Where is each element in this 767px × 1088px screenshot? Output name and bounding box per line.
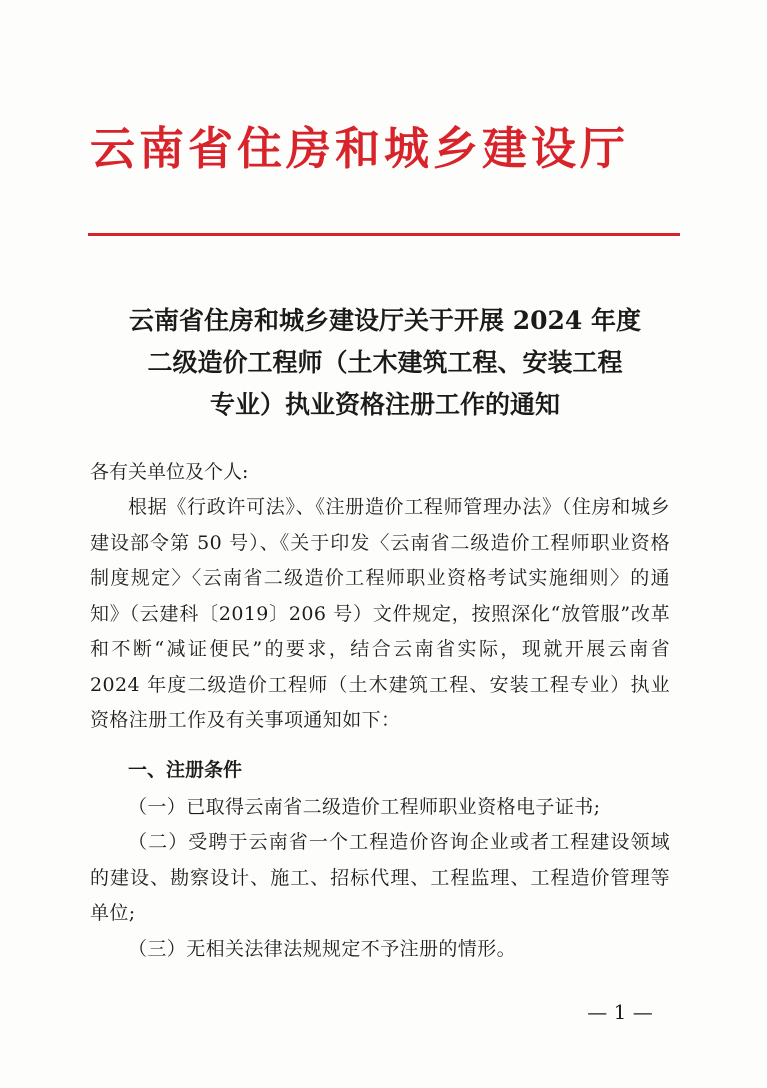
bleed-through-decoration (300, 205, 620, 228)
title-line-2: 二级造价工程师（土木建筑工程、安装工程 (147, 348, 623, 377)
letterhead-organization: 云南省住房和城乡建设厅 (90, 122, 630, 175)
document-title (80, 300, 690, 426)
page-number: — 1 — (587, 1000, 653, 1024)
section-heading: 一、注册条件 (128, 759, 243, 781)
letterhead-red-rule (88, 233, 680, 236)
condition-item-1: （一）已取得云南省二级造价工程师职业资格电子证书; (128, 796, 601, 818)
condition-item-3: （三）无相关法律法规规定不予注册的情形。 (128, 938, 517, 960)
title-line-3: 专业）执业资格注册工作的通知 (209, 390, 560, 419)
salutation: 各有关单位及个人: (90, 461, 249, 483)
body-paragraph: 根据《行政许可法》、《注册造价工程师管理办法》（住房和城乡建设部令第 50 号）、《关于印发〈云南省二级造价工程师职业资格制度规定〉〈云南省二级造价工程师职业资格考试实施细则〉的通知》（云建科〔2019〕206 号）文件规定，按照深化“放管服”改革和不断“减证便民”的要求，结合云南省实际，现就开展云南省 2024 年度二级造价工程师（土木建筑工程、安装工程专业）执业资格注册工作及有关事项通知如下： (90, 496, 670, 731)
title-line-1: 云南省住房和城乡建设厅关于开展 2024 年度 (129, 306, 641, 335)
condition-item-2: （二）受聘于云南省一个工程造价咨询企业或者工程建设领域的建设、勘察设计、施工、招标代理、工程监理、工程造价管理等单位; (90, 831, 670, 924)
